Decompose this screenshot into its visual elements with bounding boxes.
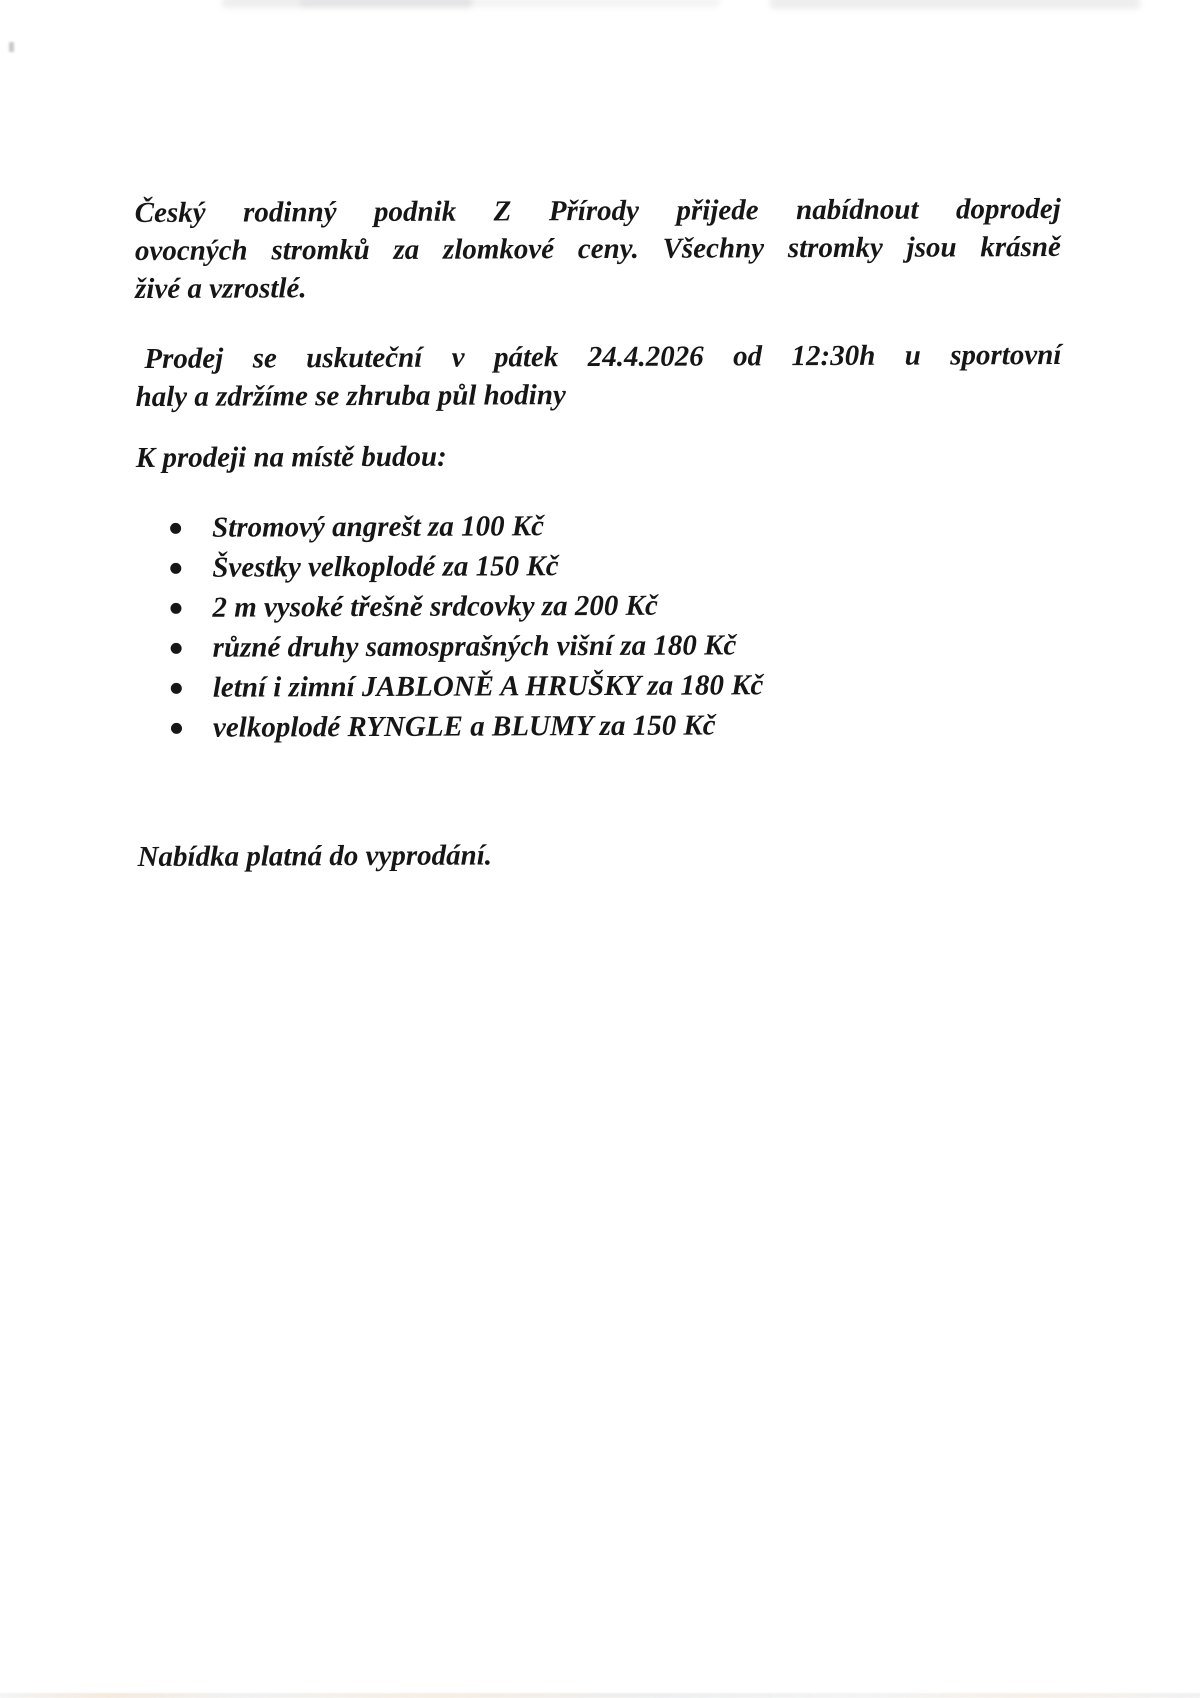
- bullet-icon: [171, 723, 182, 734]
- paragraph-line: Prodej se uskuteční v pátek 24.4.2026 od 12:30h u sportovní: [144, 338, 1062, 375]
- bullet-list: [136, 504, 1063, 748]
- list-item: [137, 704, 1063, 748]
- list-item: [136, 544, 1062, 588]
- footer-note: Nabídka platná do vyprodání.: [137, 839, 493, 874]
- paragraph-line: živé a vzrostlé.: [135, 272, 307, 306]
- list-item: [137, 664, 1063, 708]
- list-item-text: Švestky velkoplodé za 150 Kč: [212, 550, 559, 584]
- bullet-icon: [170, 523, 181, 534]
- list-item: [137, 624, 1063, 668]
- paragraph-line: ovocných stromků za zlomkové ceny. Všechny stromky jsou krásně: [134, 230, 1061, 268]
- list-intro: K prodeji na místě budou:: [135, 440, 447, 475]
- scan-artifact-bottom: [0, 1693, 1200, 1698]
- list-item: [136, 584, 1062, 628]
- list-item-text: velkoplodé RYNGLE a BLUMY za 150 Kč: [212, 709, 716, 744]
- bullet-icon: [170, 563, 181, 574]
- paragraph-line: haly a zdržíme se zhruba půl hodiny: [135, 379, 566, 414]
- bullet-icon: [171, 643, 182, 654]
- list-item-text: různé druhy samosprašných višní za 180 Kč: [212, 629, 737, 664]
- list-item-text: letní i zimní JABLONĚ A HRUŠKY za 180 Kč: [212, 669, 764, 704]
- schedule-paragraph: [135, 336, 1061, 416]
- list-item-text: 2 m vysoké třešně srdcovky za 200 Kč: [212, 589, 658, 624]
- bullet-icon: [171, 683, 182, 694]
- paragraph-line: Český rodinný podnik Z Přírody přijede nabídnout doprodej: [134, 192, 1061, 230]
- bullet-icon: [170, 603, 181, 614]
- list-item: [136, 504, 1062, 548]
- list-item-text: Stromový angrešt za 100 Kč: [212, 510, 545, 544]
- intro-paragraph: [135, 190, 1061, 308]
